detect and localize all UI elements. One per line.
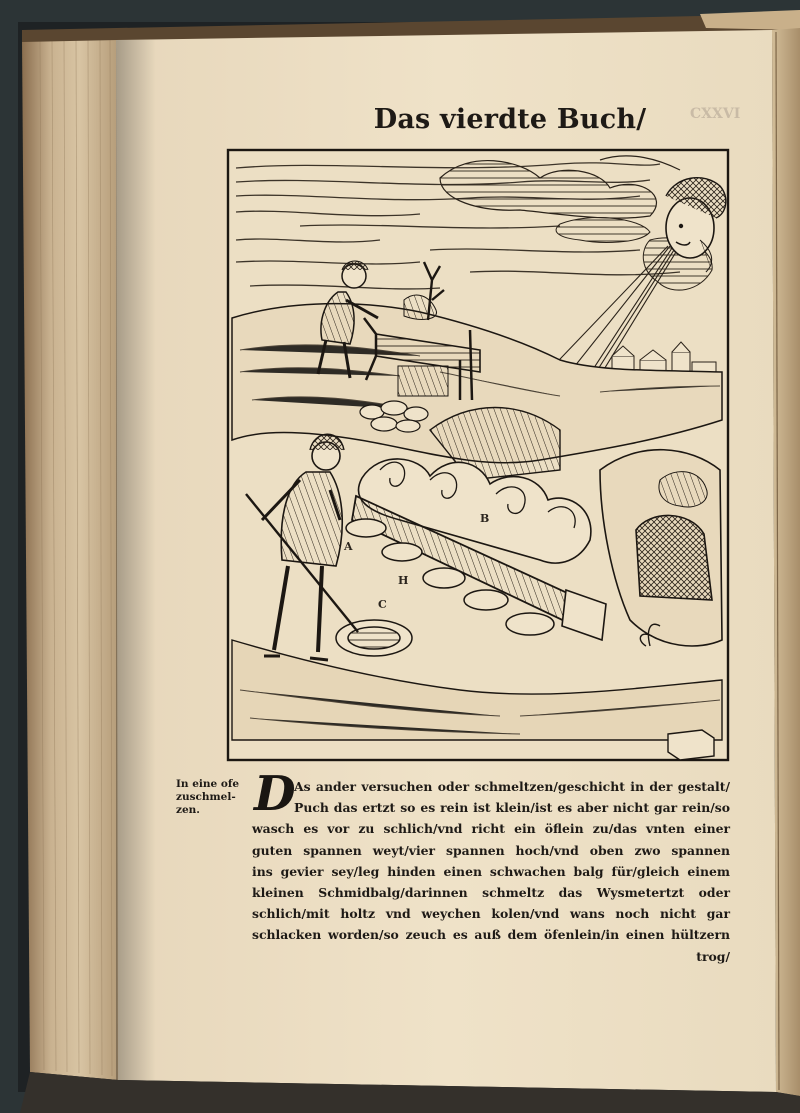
text-line: schlacken worden/so zeuch es auß dem öfenlein/in einen hültzern bbox=[252, 927, 730, 943]
margin-note bbox=[176, 778, 248, 817]
running-head: Das vierdte Buch/ bbox=[373, 104, 647, 135]
text-line: trog/ bbox=[696, 948, 730, 964]
woodcut-illustration bbox=[228, 150, 728, 760]
margin-note-line: zen. bbox=[176, 804, 200, 816]
text-line: ins gevier sey/leg hinden einen schwachen balg für/gleich einem bbox=[252, 863, 730, 879]
text-line: Puch das ertzt so es rein ist klein/ist es aber nicht gar rein/so bbox=[294, 800, 730, 816]
folio-mark: CXXVI bbox=[690, 106, 741, 122]
illustration-label-a: A bbox=[344, 540, 353, 553]
text-line: guten spannen weyt/vier spannen hoch/vnd oben zwo spannen bbox=[252, 842, 730, 858]
text-line: As ander versuchen oder schmeltzen/geschicht in der gestalt/ bbox=[294, 779, 730, 794]
body-paragraph bbox=[252, 776, 730, 967]
margin-note-line: In eine ofe bbox=[176, 778, 240, 790]
margin-note-line: zuschmel- bbox=[176, 791, 236, 803]
illustration-label-h: H bbox=[398, 574, 409, 587]
decorated-initial: D bbox=[254, 766, 296, 822]
text-line: schlich/mit holtz vnd weychen kolen/vnd wans noch nicht gar bbox=[252, 906, 730, 922]
illustration-label-c: C bbox=[378, 598, 387, 611]
text-line: wasch es vor zu schlich/vnd richt ein öflein zu/das vnten einer bbox=[252, 821, 730, 837]
illustration-label-b: B bbox=[480, 512, 490, 525]
text-line: kleinen Schmidbalg/darinnen schmeltz das Wysmetertzt oder bbox=[252, 885, 730, 901]
